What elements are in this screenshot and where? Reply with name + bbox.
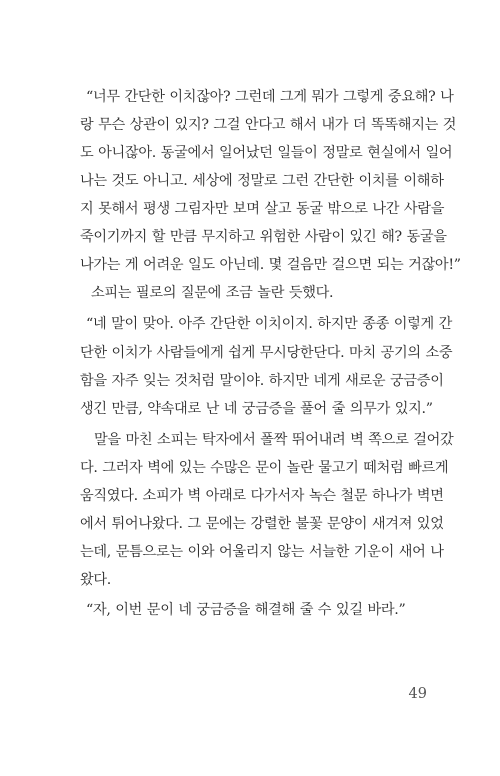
text-line: 나는 것도 아니고. 세상에 정말로 그런 간단한 이치를 이해하 bbox=[80, 173, 444, 189]
text-line: 랑 무슨 상관이 있지? 그걸 안다고 해서 내가 더 똑똑해지는 것 bbox=[80, 117, 457, 133]
text-line: 죽이기까지 할 만큼 무지하고 위험한 사람이 있긴 해? 동굴을 bbox=[80, 229, 447, 245]
text-line: 왔다. bbox=[80, 572, 112, 588]
text-line: 도 아니잖아. 동굴에서 일어났던 일들이 정말로 현실에서 일어 bbox=[80, 145, 453, 161]
text-line: 움직였다. 소피가 벽 아래로 다가서자 녹슨 철문 하나가 벽면 bbox=[80, 488, 444, 504]
text-line: 나가는 게 어려운 일도 아닌데. 몇 걸음만 걸으면 되는 거잖아!” bbox=[80, 257, 461, 273]
text-line: “너무 간단한 이치잖아? 그런데 그게 뭐가 그렇게 중요해? 나 bbox=[86, 89, 454, 105]
text-line: “자, 이번 문이 네 궁금증을 해결해 줄 수 있길 바라.” bbox=[86, 602, 406, 618]
text-line: 단한 이치가 사람들에게 쉽게 무시당한단다. 마치 공기의 소중 bbox=[80, 345, 453, 361]
text-line: 지 못해서 평생 그림자만 보며 살고 동굴 밖으로 나간 사람을 bbox=[80, 201, 445, 217]
text-line: 에서 튀어나왔다. 그 문에는 강렬한 불꽃 문양이 새겨져 있었 bbox=[80, 516, 444, 532]
text-line: 다. 그러자 벽에 있는 수많은 문이 놀란 물고기 떼처럼 빠르게 bbox=[80, 460, 449, 476]
text-line: “네 말이 맞아. 아주 간단한 이치이지. 하지만 종종 이렇게 간 bbox=[86, 316, 453, 332]
text-line: 소피는 필로의 질문에 조금 놀란 듯했다. bbox=[91, 285, 334, 301]
text-line: 함을 자주 잊는 것처럼 말이야. 하지만 네게 새로운 궁금증이 bbox=[80, 373, 444, 389]
text-line: 말을 마친 소피는 탁자에서 폴짝 뛰어내려 벽 쪽으로 걸어갔 bbox=[94, 432, 454, 448]
text-line: 는데, 문틈으로는 이와 어울리지 않는 서늘한 기운이 새어 나 bbox=[80, 544, 444, 560]
page-number: 49 bbox=[408, 686, 427, 702]
text-line: 생긴 만큼, 약속대로 난 네 궁금증을 풀어 줄 의무가 있지.” bbox=[80, 401, 433, 417]
